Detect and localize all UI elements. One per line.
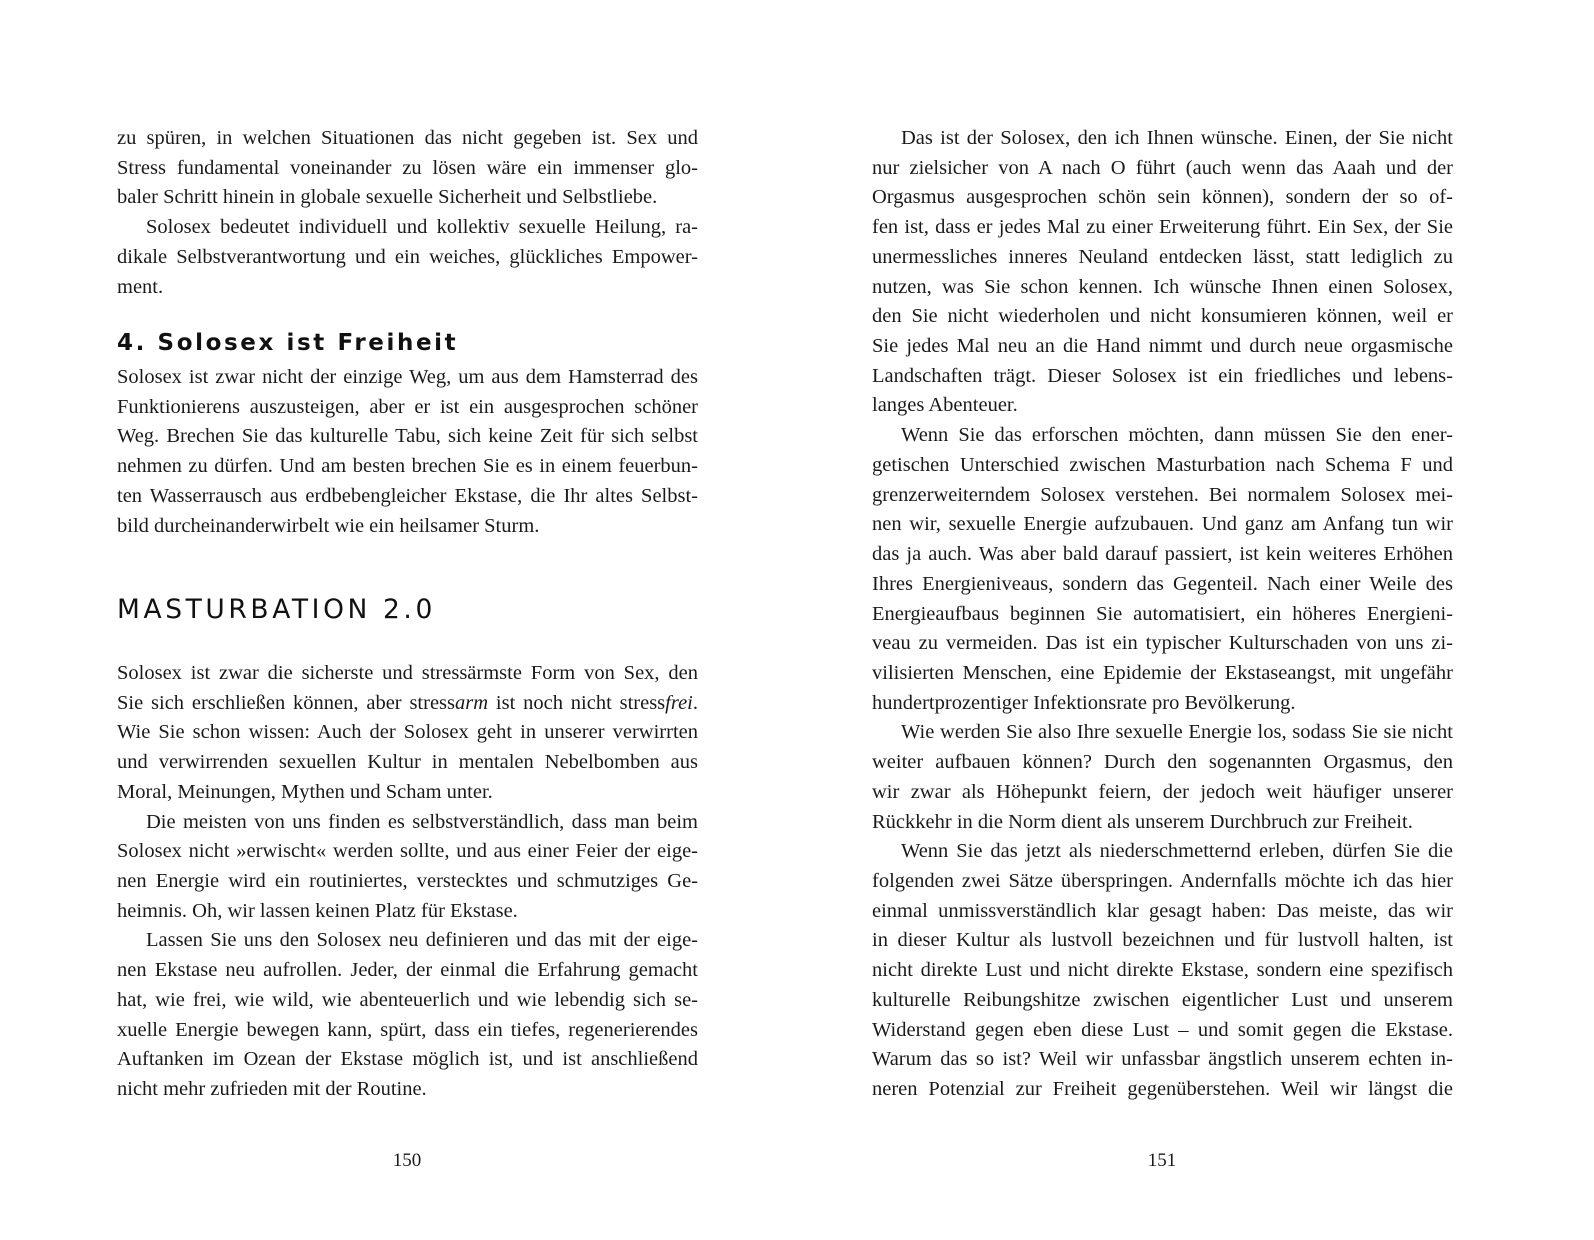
text-line: Auftanken im Ozean der Ekstase möglich ist, und ist anschließend (117, 1048, 698, 1071)
text-segment: . (692, 691, 698, 714)
text-line: langes Abenteuer. (872, 394, 1018, 417)
text-line: nen Ekstase neu aufrollen. Jeder, der einmal die Erfahrung gemacht (117, 959, 698, 982)
text-line: Wie Sie schon wissen: Auch der Solosex geht in unserer verwirrten (117, 721, 698, 744)
text-line: hat, wie frei, wie wild, wie abenteuerlich und wie lebendig sich se- (117, 988, 698, 1011)
right-page (797, 0, 1594, 1240)
body-text-block (117, 363, 698, 541)
text-line: veau zu vermeiden. Das ist ein typischer Kulturschaden von uns zi- (872, 632, 1453, 655)
text-line: nutzen, was Sie schon kennen. Ich wünsche Ihnen einen Solosex, (872, 275, 1453, 298)
text-line: Solosex bedeutet individuell und kollektiv sexuelle Heilung, ra- (146, 216, 698, 239)
text-line: dikale Selbstverantwortung und ein weiches, glückliches Empower- (117, 245, 698, 268)
text-line: Lassen Sie uns den Solosex neu definieren und das mit der eige- (146, 929, 698, 952)
italic-emphasis: arm (455, 691, 489, 714)
chapter-heading: MASTURBATION 2.0 (117, 594, 436, 625)
paragraph (117, 659, 698, 808)
paragraph (117, 363, 698, 541)
page-number: 150 (392, 1150, 422, 1171)
text-line: Landschaften trägt. Dieser Solosex ist ein friedliches und lebens- (872, 364, 1453, 387)
text-line: unermessliches inneres Neuland entdecken lässt, statt lediglich zu (872, 245, 1453, 268)
text-line: heimnis. Oh, wir lassen keinen Platz für Ekstase. (117, 899, 518, 922)
text-segment: ist noch nicht stress (488, 691, 666, 714)
text-line: Solosex nicht »erwischt« werden sollte, und aus einer Feier der eige- (117, 840, 698, 863)
text-line: Solosex ist zwar die sicherste und stressärmste Form von Sex, den (117, 662, 698, 684)
paragraph (872, 124, 1453, 421)
paragraph (117, 808, 698, 927)
text-line: Das ist der Solosex, den ich Ihnen wünsche. Einen, der Sie nicht (901, 127, 1453, 149)
text-line: den Sie nicht wiederholen und nicht konsumieren können, weil er (872, 305, 1453, 328)
text-line: Moral, Meinungen, Mythen und Scham unter. (117, 780, 493, 803)
text-line: Warum das so ist? Weil wir unfassbar ängstlich unserem echten in- (872, 1048, 1453, 1071)
paragraph (872, 421, 1453, 718)
paragraph (117, 213, 698, 302)
body-text-block (117, 124, 698, 302)
text-line: bild durcheinanderwirbelt wie ein heilsamer Sturm. (117, 514, 540, 537)
text-line: fen ist, dass er jedes Mal zu einer Erweiterung führt. Ein Sex, der Sie (872, 216, 1453, 239)
text-line: weiter aufbauen können? Durch den sogenannten Orgasmus, den (872, 751, 1453, 774)
text-line: zu spüren, in welchen Situationen das nicht gegeben ist. Sex und (117, 127, 698, 149)
text-line: grenzerweiterndem Solosex verstehen. Bei normalem Solosex mei- (872, 483, 1453, 506)
text-line: ment. (117, 275, 164, 298)
text-line: xuelle Energie bewegen kann, spürt, dass ein tiefes, regenerierendes (117, 1018, 698, 1041)
text-line: folgenden zwei Sätze überspringen. Andernfalls möchte ich das hier (872, 869, 1453, 892)
italic-emphasis: frei (665, 691, 693, 714)
text-line: nicht mehr zufrieden mit der Routine. (117, 1078, 427, 1101)
text-line: Widerstand gegen eben diese Lust – und somit gegen die Ekstase. (872, 1018, 1453, 1041)
text-line: baler Schritt hinein in globale sexuelle Sicherheit und Selbstliebe. (117, 186, 658, 209)
page-number: 151 (1147, 1150, 1177, 1171)
text-line: neren Potenzial zur Freiheit gegenüberstehen. Weil wir längst die (872, 1078, 1453, 1100)
paragraph (872, 718, 1453, 837)
paragraph (872, 837, 1453, 1104)
text-line: Rückkehr in die Norm dient als unserem Durchbruch zur Freiheit. (872, 810, 1413, 833)
text-line: Solosex ist zwar nicht der einzige Weg, um aus dem Hamsterrad des (117, 366, 698, 388)
text-line: wir zwar als Höhepunkt feiern, der jedoch weit häufiger unserer (872, 780, 1453, 803)
text-line: Wenn Sie das jetzt als niederschmetternd erleben, dürfen Sie die (901, 840, 1453, 863)
text-line: das ja auch. Was aber bald darauf passiert, ist kein weiteres Erhöhen (872, 543, 1453, 566)
text-line: Energieaufbaus beginnen Sie automatisiert, ein höheres Energieni- (872, 602, 1453, 625)
paragraph (117, 124, 698, 213)
text-line: Funktionierens auszusteigen, aber er ist ein ausgesprochen schöner (117, 395, 698, 418)
text-line: Die meisten von uns finden es selbstverständlich, dass man beim (146, 810, 698, 833)
text-line: Stress fundamental voneinander zu lösen wäre ein immenser glo- (117, 156, 698, 179)
text-segment: Sie sich erschließen können, aber stress (117, 691, 456, 714)
text-line: Ihres Energieniveaus, sondern das Gegenteil. Nach einer Weile des (872, 572, 1453, 595)
text-line: nur zielsicher von A nach O führt (auch wenn das Aaah und der (872, 156, 1453, 179)
text-line: nen wir, sexuelle Energie aufzubauen. Und ganz am Anfang tun wir (872, 513, 1453, 536)
text-line: nicht direkte Lust und nicht direkte Ekstase, sondern eine spezifisch (872, 959, 1453, 982)
text-line (117, 689, 698, 719)
text-line: und verwirrenden sexuellen Kultur in mentalen Nebelbomben aus (117, 751, 698, 774)
text-line: Orgasmus ausgesprochen schön sein können), sondern der so of- (872, 186, 1453, 209)
text-line: hundertprozentiger Infektionsrate pro Bevölkerung. (872, 691, 1296, 714)
text-line: kulturelle Reibungshitze zwischen eigentlicher Lust und unserem (872, 988, 1453, 1011)
paragraph (117, 926, 698, 1104)
text-line: Wenn Sie das erforschen möchten, dann müssen Sie den ener- (901, 424, 1453, 447)
text-line: nen Energie wird ein routiniertes, verstecktes und schmutziges Ge- (117, 870, 698, 893)
text-line: Wie werden Sie also Ihre sexuelle Energie los, sodass Sie sie nicht (901, 721, 1453, 744)
text-line: Weg. Brechen Sie das kulturelle Tabu, sich keine Zeit für sich selbst (117, 425, 698, 448)
text-line: nehmen zu dürfen. Und am besten brechen Sie es in einem feuerbun- (117, 455, 698, 478)
text-line: Sie jedes Mal neu an die Hand nimmt und durch neue orgasmische (872, 335, 1453, 358)
body-text-block (117, 659, 698, 1105)
text-line: in dieser Kultur als lustvoll bezeichnen und für lustvoll halten, ist (872, 929, 1453, 952)
section-subheading: 4. Solosex ist Freiheit (117, 330, 459, 356)
body-text-block (872, 124, 1453, 1105)
text-line: einmal unmissverständlich klar gesagt haben: Das meiste, das wir (872, 899, 1453, 922)
text-line: vilisierten Menschen, eine Epidemie der Ekstaseangst, mit ungefähr (872, 661, 1453, 684)
text-line: ten Wasserrausch aus erdbebengleicher Ekstase, die Ihr altes Selbst- (117, 484, 698, 507)
text-line: getischen Unterschied zwischen Masturbation nach Schema F und (872, 453, 1453, 476)
